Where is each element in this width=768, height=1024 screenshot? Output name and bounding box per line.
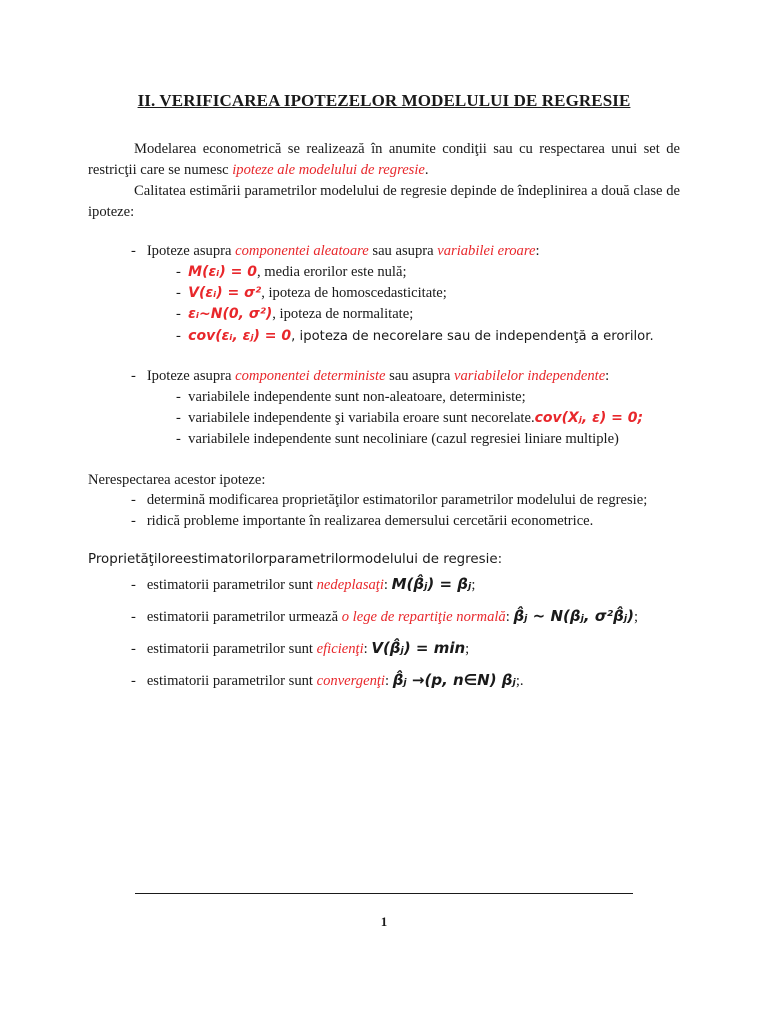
intro-paragraph-1 [88,139,680,181]
intro-p1-text: Modelarea econometrică se realizează în anumite condiţii sau cu respectarea unui set de restricţii care se numesc [88,141,680,178]
math-expression: cov(Xⱼ, ε) = 0; [534,410,644,426]
group1-highlight-a: componentei aleatoare [235,243,369,259]
intro-paragraph-2: Calitatea estimării parametrilor modelului de regresie depinde de îndeplinirea a două clase de ipoteze: [88,183,680,220]
group1-lead: - Ipoteze asupra componentei aleatoare sau asupra variabilei eroare: [131,243,540,259]
page-title: II. VERIFICAREA IPOTEZELOR MODELULUI DE REGRESIE [137,91,631,110]
group2-lead: - Ipoteze asupra componentei deterministe sau asupra variabilelor independente: [131,368,610,384]
property-item-2: - estimatorii parametrilor urmează o lege de repartiţie normală: β̂ⱼ ~ N(βⱼ, σ²β̂ⱼ); [131,607,639,625]
math-expression: M(β̂ⱼ) = βⱼ [391,575,472,593]
math-expression: M(εᵢ) = 0 [188,264,257,280]
group2-highlight-b: variabilelor independente [454,368,606,384]
nonrespect-item-2: - ridică probleme importante în realizarea demersului cercetării econometrice. [131,513,594,529]
math-expression: V(εᵢ) = σ² [188,285,262,301]
group2-highlight-a: componentei deterministe [235,368,386,384]
page-number: 1 [380,914,388,929]
intro-p1-end: . [424,162,429,178]
math-expression: εᵢ~N(0, σ²) [188,306,273,322]
property-item-4: - estimatorii parametrilor sunt convergenţi: β̂ⱼ →(p, n∈N) βⱼ;. [131,671,524,689]
nonrespect-item-1: - determină modificarea proprietăţilor estimatorilor parametrilor modelului de regresie; [131,492,648,508]
property-2-highlight: o lege de repartiţie normală [341,609,506,625]
footer-divider [135,893,633,894]
math-expression: β̂ⱼ ~ N(βⱼ, σ²β̂ⱼ) [513,607,634,625]
group1-item-1: - M(εᵢ) = 0, media erorilor este nulă; [176,264,407,280]
property-3-highlight: eficienţi [316,641,364,657]
math-expression: cov(εᵢ, εⱼ) = 0 [188,328,292,344]
property-item-3: - estimatorii parametrilor sunt eficienţi: V(β̂ⱼ) = min; [131,639,470,657]
group2-item-3: - variabilele independente sunt necoliniare (cazul regresiei liniare multiple) [176,431,619,447]
property-item-1: - estimatorii parametrilor sunt nedeplasaţi: M(β̂ⱼ) = βⱼ; [131,575,476,593]
intro-p1-highlight: ipoteze ale modelului de regresie [232,162,425,178]
group2-item-2: - variabilele independente şi variabila eroare sunt necorelate.cov(Xⱼ, ε) = 0; [176,410,644,426]
properties-heading: Proprietăţiloreestimatorilorparametrilormodelului de regresie: [88,552,503,567]
group1-highlight-b: variabilei eroare [437,243,536,259]
math-expression: β̂ⱼ →(p, n∈N) βⱼ [392,671,516,689]
group2-item-1: - variabilele independente sunt non-aleatoare, deterministe; [176,389,526,405]
math-expression: V(β̂ⱼ) = min [371,639,466,657]
nonrespect-heading: Nerespectarea acestor ipoteze: [88,472,266,488]
property-4-highlight: convergenţi [316,673,385,689]
property-1-highlight: nedeplasaţi [316,577,384,593]
group1-item-4: - cov(εᵢ, εⱼ) = 0, ipoteza de necorelare sau de independenţă a erorilor. [176,328,654,344]
group1-item-2: - V(εᵢ) = σ², ipoteza de homoscedasticitate; [176,285,447,301]
group1-item-3: - εᵢ~N(0, σ²), ipoteza de normalitate; [176,306,414,322]
